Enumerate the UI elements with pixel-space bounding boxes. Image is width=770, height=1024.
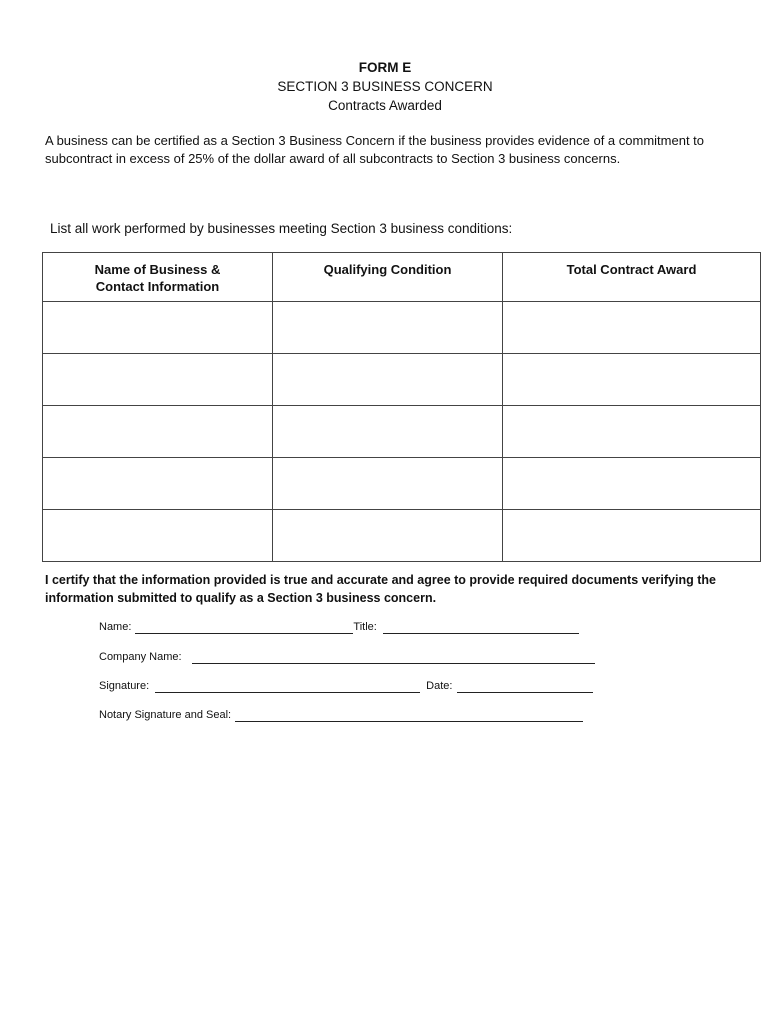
date-field[interactable] [457,681,593,693]
table-cell-qualifying-condition[interactable] [273,354,503,406]
signature-label: Signature: [99,680,150,692]
table-cell-qualifying-condition[interactable] [273,458,503,510]
table-cell-qualifying-condition[interactable] [273,510,503,562]
certification-statement: I certify that the information provided is true and accurate and agree to provide required documents verifying the information submitted to qualify as a Section 3 business concern. [45,573,716,605]
form-subtitle: Contracts Awarded [328,98,442,113]
name-title-line [99,620,579,634]
form-header [0,58,770,115]
column-header-qualifying-condition: Qualifying Condition [273,253,503,302]
table-cell-qualifying-condition[interactable] [273,302,503,354]
table-cell-total-contract-award[interactable] [503,458,761,510]
list-heading: List all work performed by businesses meeting Section 3 business conditions: [50,221,513,236]
table-header-row [43,253,761,302]
table-row [43,406,761,458]
table-cell-total-contract-award[interactable] [503,354,761,406]
notary-label: Notary Signature and Seal: [99,709,232,721]
table-cell-business[interactable] [43,510,273,562]
table-row [43,510,761,562]
column-header-business: Name of Business & Contact Information [43,253,273,302]
signature-date-line [99,679,593,693]
intro-paragraph: A business can be certified as a Section 3 Business Concern if the business provides evidence of a commitment to subcontract in excess of 25% of the dollar award of all subcontracts to Section 3 business concerns. [45,133,705,166]
company-name-field[interactable] [192,652,595,664]
table-cell-business[interactable] [43,458,273,510]
company-name-label: Company Name: [99,651,182,663]
name-field[interactable] [135,622,353,634]
table-cell-business[interactable] [43,406,273,458]
notary-line [99,708,583,722]
work-table [42,252,761,562]
table-cell-total-contract-award[interactable] [503,510,761,562]
title-label: Title: [353,621,377,633]
column-header-total-contract-award: Total Contract Award [503,253,761,302]
date-label: Date: [426,680,453,692]
table-row [43,354,761,406]
name-label: Name: [99,621,132,633]
company-line [99,650,595,664]
table-cell-business[interactable] [43,354,273,406]
title-field[interactable] [383,622,579,634]
table-row [43,302,761,354]
section-title: SECTION 3 BUSINESS CONCERN [277,79,493,94]
table-row [43,458,761,510]
table-cell-total-contract-award[interactable] [503,302,761,354]
notary-signature-field[interactable] [235,710,583,722]
table-cell-business[interactable] [43,302,273,354]
table-cell-qualifying-condition[interactable] [273,406,503,458]
table-cell-total-contract-award[interactable] [503,406,761,458]
form-label: FORM E [358,60,412,75]
signature-field[interactable] [155,681,420,693]
